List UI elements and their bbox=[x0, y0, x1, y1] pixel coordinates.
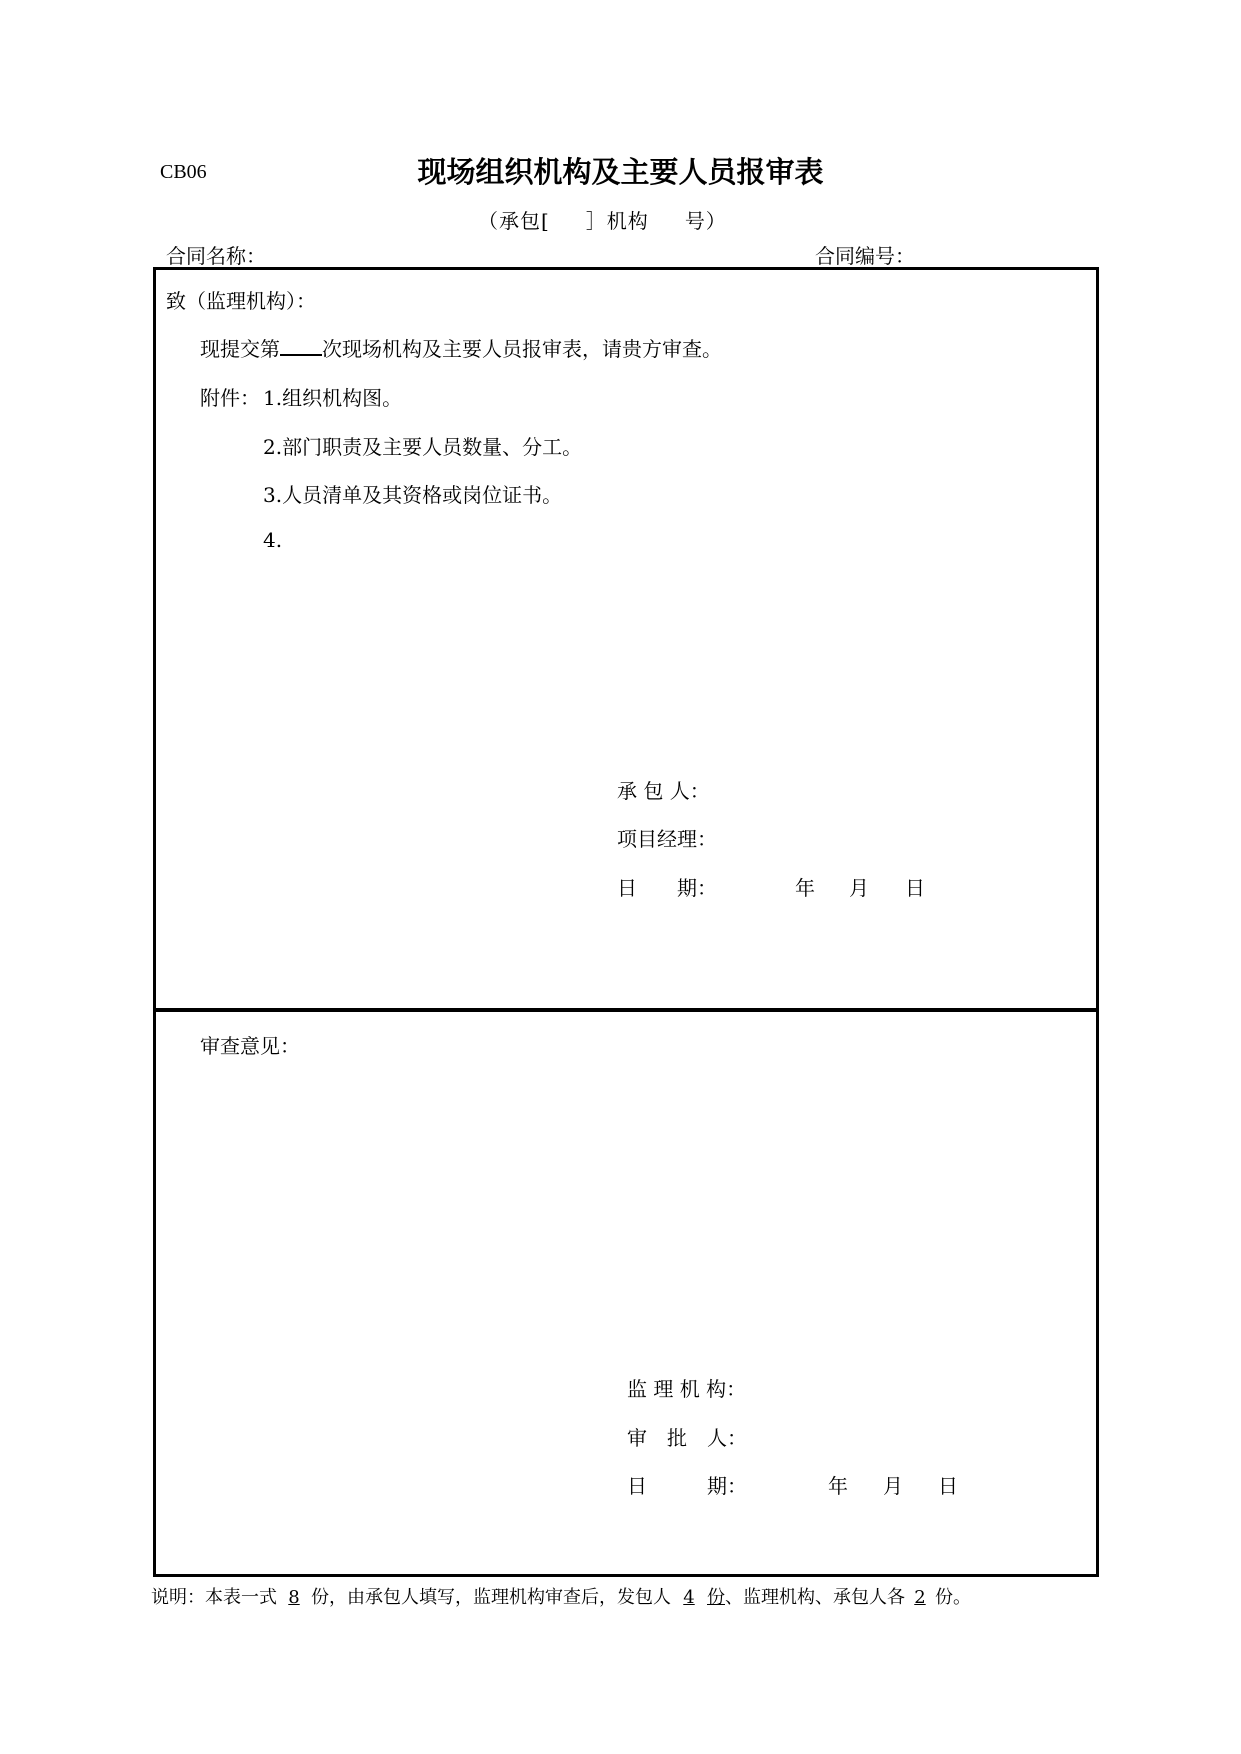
review-opinion-label: 审查意见： bbox=[200, 1034, 300, 1058]
form-code: CB06 bbox=[160, 161, 207, 183]
attachment-item-4: 4. bbox=[263, 528, 283, 552]
footer-note bbox=[151, 1583, 971, 1609]
submission-date-day: 日 bbox=[905, 876, 925, 900]
review-date-month: 月 bbox=[883, 1474, 903, 1498]
review-date-year: 年 bbox=[828, 1474, 848, 1498]
form-title bbox=[0, 150, 1241, 191]
note-part3: 份 bbox=[707, 1587, 725, 1608]
submission-count-blank[interactable] bbox=[280, 334, 322, 356]
approver-label: 审 批 人： bbox=[627, 1426, 747, 1450]
note-part4: 、监理机构、承包人各 bbox=[725, 1587, 905, 1608]
subtitle-part2: ］机构 bbox=[585, 209, 649, 233]
review-date-day: 日 bbox=[938, 1474, 958, 1498]
submission-date-year: 年 bbox=[795, 876, 815, 900]
contractor-label: 承 包 人： bbox=[617, 779, 710, 803]
subtitle-part1: （承包[ bbox=[478, 209, 550, 233]
to-line: 致（监理机构）： bbox=[166, 289, 316, 313]
note-part2: 份，由承包人填写，监理机构审查后，发包人 bbox=[311, 1587, 671, 1608]
submission-date-label: 日 期： bbox=[617, 876, 717, 900]
review-date-label: 日 期： bbox=[627, 1474, 747, 1498]
contract-name-label: 合同名称： bbox=[166, 244, 266, 268]
note-copies-each: 2 bbox=[914, 1587, 926, 1608]
form-title-text: 现场组织机构及主要人员报审表 bbox=[417, 155, 824, 189]
attachment-item-3: 3.人员清单及其资格或岗位证书。 bbox=[263, 483, 563, 507]
submission-date-month: 月 bbox=[849, 876, 869, 900]
note-copies-total: 8 bbox=[288, 1587, 300, 1608]
note-part5: 份。 bbox=[935, 1587, 971, 1608]
project-manager-label: 项目经理： bbox=[617, 827, 717, 851]
intro-prefix: 现提交第 bbox=[200, 337, 280, 361]
subtitle-part3: 号） bbox=[684, 209, 727, 233]
contract-no-label: 合同编号： bbox=[815, 244, 915, 268]
intro-suffix: 次现场机构及主要人员报审表，请贵方审查。 bbox=[322, 337, 722, 361]
note-copies-owner: 4 bbox=[683, 1587, 695, 1608]
supervision-agency-label: 监 理 机 构： bbox=[627, 1377, 747, 1401]
form-subtitle bbox=[478, 205, 727, 234]
attachment-item-1: 1.组织机构图。 bbox=[263, 386, 403, 410]
note-part1: 说明：本表一式 bbox=[151, 1587, 277, 1608]
attachment-item-2: 2.部门职责及主要人员数量、分工。 bbox=[263, 435, 583, 459]
attachments-label: 附件： bbox=[200, 386, 260, 410]
intro-line bbox=[200, 333, 722, 362]
